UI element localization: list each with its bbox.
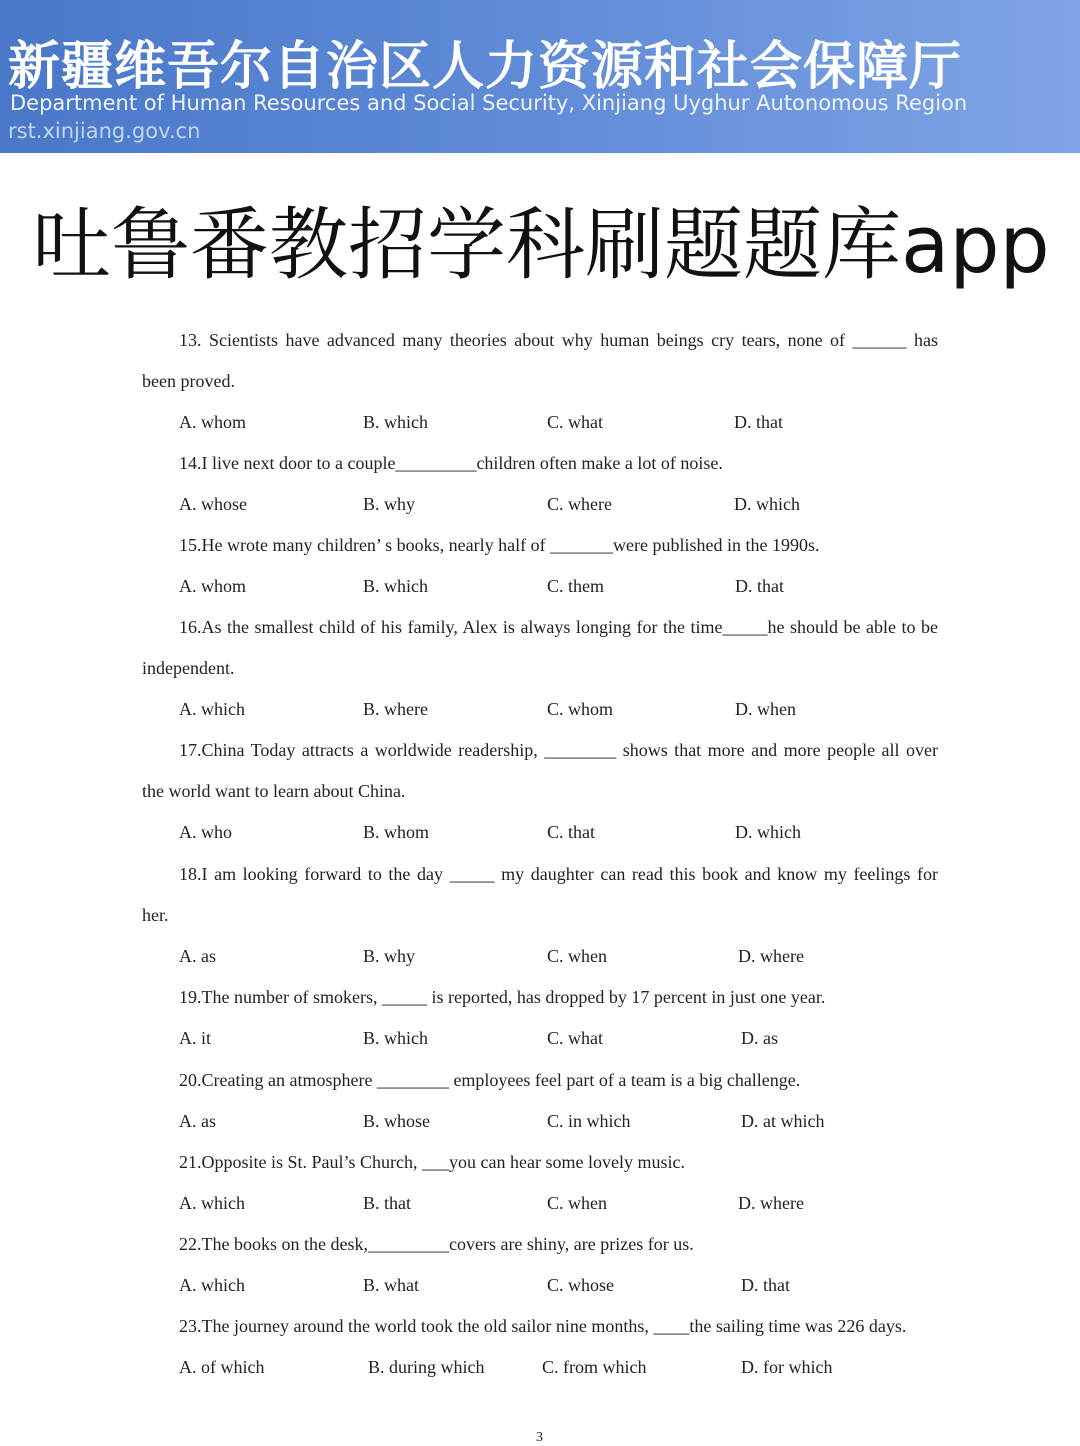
question-22-stem: 22.The books on the desk,_________covers are shiny, are prizes for us. xyxy=(179,1234,694,1254)
question-17-stem: 17.China Today attracts a worldwide readership, ________ shows that more and more people all over xyxy=(179,740,938,760)
header-banner xyxy=(0,0,1080,153)
page-headline: 吐鲁番教招学科刷题题库app xyxy=(32,199,1050,291)
question-22-option-d[interactable]: D. that xyxy=(741,1275,790,1295)
question-17-option-a[interactable]: A. who xyxy=(179,822,232,842)
question-22-option-a[interactable]: A. which xyxy=(179,1275,245,1295)
question-18-option-c[interactable]: C. when xyxy=(547,946,607,966)
question-15-option-a[interactable]: A. whom xyxy=(179,576,246,596)
question-23-option-a[interactable]: A. of which xyxy=(179,1357,265,1377)
question-18-option-b[interactable]: B. why xyxy=(363,946,416,966)
question-21-option-c[interactable]: C. when xyxy=(547,1193,607,1213)
question-19-stem: 19.The number of smokers, _____ is reported, has dropped by 17 percent in just one year. xyxy=(179,987,826,1007)
question-15-stem: 15.He wrote many children’ s books, nearly half of _______were published in the 1990s. xyxy=(179,535,820,555)
question-15-option-d[interactable]: D. that xyxy=(735,576,784,596)
question-14-option-d[interactable]: D. which xyxy=(734,494,800,514)
department-title-en: Department of Human Resources and Social Security, Xinjiang Uyghur Autonomous Region xyxy=(10,91,968,115)
question-20-stem: 20.Creating an atmosphere ________ employees feel part of a team is a big challenge. xyxy=(179,1070,801,1090)
question-18-option-d[interactable]: D. where xyxy=(738,946,804,966)
question-19-option-a[interactable]: A. it xyxy=(179,1028,212,1048)
department-title-cn: 新疆维吾尔自治区人力资源和社会保障厅 xyxy=(8,37,963,97)
department-url[interactable]: rst.xinjiang.gov.cn xyxy=(8,119,201,143)
question-13-option-d[interactable]: D. that xyxy=(734,412,783,432)
question-19-option-d[interactable]: D. as xyxy=(741,1028,778,1048)
question-19-option-b[interactable]: B. which xyxy=(363,1028,428,1048)
question-13-option-c[interactable]: C. what xyxy=(547,412,603,432)
question-21-option-a[interactable]: A. which xyxy=(179,1193,245,1213)
question-21-option-b[interactable]: B. that xyxy=(363,1193,411,1213)
question-17-option-c[interactable]: C. that xyxy=(547,822,595,842)
question-16-option-c[interactable]: C. whom xyxy=(547,699,614,719)
question-15-option-c[interactable]: C. them xyxy=(547,576,604,596)
question-14-option-a[interactable]: A. whose xyxy=(179,494,247,514)
question-13-option-b[interactable]: B. which xyxy=(363,412,428,432)
question-20-option-d[interactable]: D. at which xyxy=(741,1111,825,1131)
question-18-stem-cont: her. xyxy=(142,905,169,925)
question-20-option-b[interactable]: B. whose xyxy=(363,1111,430,1131)
question-17-stem-cont: the world want to learn about China. xyxy=(142,781,406,801)
question-18-stem: 18.I am looking forward to the day _____ my daughter can read this book and know my feelings for xyxy=(179,864,938,884)
question-21-stem: 21.Opposite is St. Paul’s Church, ___you can hear some lovely music. xyxy=(179,1152,685,1172)
question-17-option-b[interactable]: B. whom xyxy=(363,822,430,842)
question-23-option-d[interactable]: D. for which xyxy=(741,1357,833,1377)
question-13-stem-cont: been proved. xyxy=(142,371,235,391)
question-16-stem-cont: independent. xyxy=(142,658,235,678)
question-19-option-c[interactable]: C. what xyxy=(547,1028,603,1048)
question-21-option-d[interactable]: D. where xyxy=(738,1193,804,1213)
question-22-option-b[interactable]: B. what xyxy=(363,1275,419,1295)
question-20-option-a[interactable]: A. as xyxy=(179,1111,216,1131)
question-23-option-b[interactable]: B. during which xyxy=(368,1357,485,1377)
question-17-option-d[interactable]: D. which xyxy=(735,822,801,842)
question-16-option-a[interactable]: A. which xyxy=(179,699,245,719)
question-16-option-d[interactable]: D. when xyxy=(735,699,796,719)
question-23-stem: 23.The journey around the world took the old sailor nine months, ____the sailing time was 226 days. xyxy=(179,1316,907,1336)
question-20-option-c[interactable]: C. in which xyxy=(547,1111,631,1131)
page-number: 3 xyxy=(536,1430,543,1445)
question-13-stem: 13. Scientists have advanced many theories about why human beings cry tears, none of ______ has xyxy=(179,330,938,350)
question-22-option-c[interactable]: C. whose xyxy=(547,1275,614,1295)
question-16-stem: 16.As the smallest child of his family, Alex is always longing for the time_____he should be able to be xyxy=(179,617,938,637)
question-14-option-c[interactable]: C. where xyxy=(547,494,612,514)
question-18-option-a[interactable]: A. as xyxy=(179,946,216,966)
question-14-stem: 14.I live next door to a couple_________children often make a lot of noise. xyxy=(179,453,723,473)
question-15-option-b[interactable]: B. which xyxy=(363,576,428,596)
question-14-option-b[interactable]: B. why xyxy=(363,494,416,514)
question-13-option-a[interactable]: A. whom xyxy=(179,412,246,432)
question-23-option-c[interactable]: C. from which xyxy=(542,1357,647,1377)
question-16-option-b[interactable]: B. where xyxy=(363,699,428,719)
